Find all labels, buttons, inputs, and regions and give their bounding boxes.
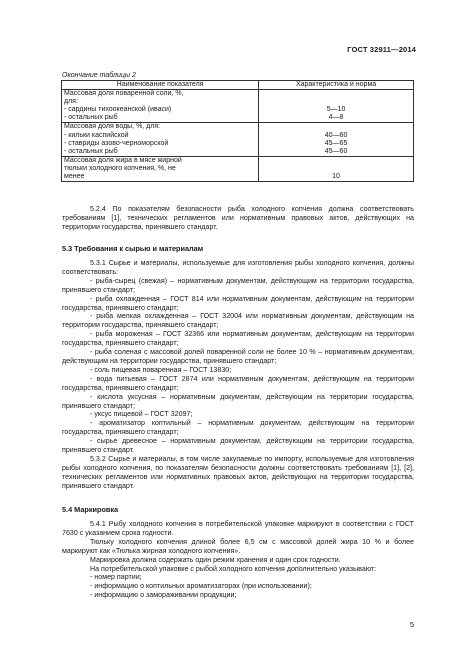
cell-line: 5—10 bbox=[326, 106, 346, 114]
table-cell-value bbox=[259, 156, 414, 181]
list-item: - рыба мороженая – ГОСТ 32366 или нормативным документам, действующим на территории государства, принявшего стандарт; bbox=[62, 330, 414, 348]
list-item: - рыба соленая с массовой долей поваренной соли не более 10 % – нормативным документам, действующим на территории государства, принявшего стандарт; bbox=[62, 348, 414, 365]
cell-line: Массовая доля поваренной соли, %, bbox=[64, 90, 184, 98]
cell-line: 45—60 bbox=[324, 147, 348, 155]
list-item: - информацию о замораживании продукции; bbox=[90, 591, 237, 600]
paragraph: Маркировка должна содержать один режим хранения и один срок годности. bbox=[90, 555, 341, 564]
list-item: - кислота уксусная – нормативным документам, действующим на территории государства, принявшего стандарт; bbox=[62, 392, 414, 410]
cell-line: менее bbox=[64, 173, 85, 181]
table-caption: Окончание таблицы 2 bbox=[62, 72, 136, 79]
cell-line bbox=[261, 157, 411, 165]
cell-line: 45—65 bbox=[324, 139, 348, 147]
page-number: 5 bbox=[409, 620, 414, 629]
cell-line: - остальных рыб bbox=[64, 147, 118, 155]
cell-line: тюльки холодного копчения, %, не bbox=[64, 164, 176, 172]
list-item: - вода питьевая – ГОСТ 2874 или нормативным документам, действующим на территории государства, принявшего стандарт; bbox=[62, 374, 414, 392]
paragraph: На потребительской упаковке с рыбой холодного копчения дополнительно указывают: bbox=[90, 564, 377, 573]
table-cell-name bbox=[62, 123, 259, 156]
table-cell-value bbox=[259, 90, 414, 123]
paragraph: 5.2.4 По показателям безопасности рыба холодного копчения должна соответствовать требованиям [1], технических регламентов или нормативным правовых актов, действующих на территории государства, принявшего стандарт. bbox=[62, 205, 414, 231]
table-cell-name bbox=[62, 156, 259, 181]
cell-line: 40—60 bbox=[324, 131, 348, 139]
list-item: - уксус пищевой – ГОСТ 32097; bbox=[90, 410, 193, 419]
cell-line: - остальных рыб bbox=[64, 114, 118, 122]
clause-5-2-4 bbox=[62, 205, 414, 232]
cell-line bbox=[261, 98, 411, 106]
table-row bbox=[62, 90, 414, 123]
list-item: - рыба-сырец (свежая) – нормативным документам, действующим на территории государства, принявшего стандарт; bbox=[62, 276, 414, 294]
doc-number-header: ГОСТ 32911—2014 bbox=[347, 45, 416, 54]
table-cell-name bbox=[62, 90, 259, 123]
clause-5-3-1 bbox=[62, 259, 414, 491]
paragraph: 5.4.1 Рыбу холодного копчения в потребительской упаковке маркируют в соответствии с ГОСТ 7630 с указанием срока годности. bbox=[62, 520, 414, 537]
list-item: - ароматизатор коптильный – нормативным документам, действующим на территории государства, принявшего стандарт; bbox=[62, 419, 414, 437]
table-row bbox=[62, 123, 414, 156]
list-item: - сырье древесное – нормативным документам, действующим на территории государства, принявшего стандарт. bbox=[62, 437, 414, 455]
cell-line: - ставриды азово-черноморской bbox=[64, 139, 169, 147]
cell-line: для: bbox=[64, 98, 78, 106]
cell-line bbox=[261, 90, 411, 98]
paragraph: 5.3.2 Сырье и материалы, в том числе закупаемые по импорту, используемые для изготовления рыбы холодного копчения, по показателям безопасности должны соответствовать требованиям [1], [2], технических регламентов или нормативных правовых актов, действующих на территории государства, принявшего стандарт. bbox=[62, 454, 414, 490]
list-item: - номер партии; bbox=[90, 573, 142, 582]
table-header-name: Наименование показателя bbox=[62, 81, 259, 90]
cell-line: - сардины тихоокеанской (иваси) bbox=[64, 106, 172, 114]
section-heading-5-4: 5.4 Маркировка bbox=[62, 505, 119, 514]
paragraph: Тюльку холодного копчения длиной более 6,5 см с массовой долей жира 10 % и более маркируют как «Тюлька жирная холодного копчения». bbox=[62, 537, 414, 555]
table-cell-value bbox=[259, 123, 414, 156]
cell-line: 10 bbox=[332, 173, 340, 181]
paragraph: 5.3.1 Сырье и материалы, используемые для изготовления рыбы холодного копчения, должны соответствовать: bbox=[62, 259, 414, 276]
cell-line: Массовая доля воды, %, для: bbox=[64, 123, 161, 131]
cell-line bbox=[261, 165, 411, 173]
cell-line bbox=[261, 123, 411, 131]
table-header-value: Характеристика и норма bbox=[259, 81, 414, 90]
cell-line: - кильки каспийской bbox=[64, 131, 129, 139]
clause-5-4-1 bbox=[62, 520, 414, 600]
list-item: - соль пищевая поваренная – ГОСТ 13830; bbox=[90, 365, 232, 374]
table-header-row bbox=[62, 81, 414, 90]
cell-line: 4—8 bbox=[328, 114, 344, 122]
table-row bbox=[62, 156, 414, 181]
list-item: - рыба мелкая охлажденная – ГОСТ 32004 или нормативным документам, действующим на территории государства, принявшего стандарт; bbox=[62, 312, 414, 330]
indicators-table bbox=[61, 80, 414, 182]
list-item: - рыба охлажденная – ГОСТ 814 или нормативным документам, действующим на территории государства, принявшего стандарт; bbox=[62, 294, 414, 312]
cell-line: Массовая доля жира в мясе жирной bbox=[64, 156, 182, 164]
list-item: - информацию о коптильных ароматизаторах (при использовании); bbox=[90, 582, 312, 591]
section-heading-5-3: 5.3 Требования к сырью и материалам bbox=[62, 244, 204, 253]
